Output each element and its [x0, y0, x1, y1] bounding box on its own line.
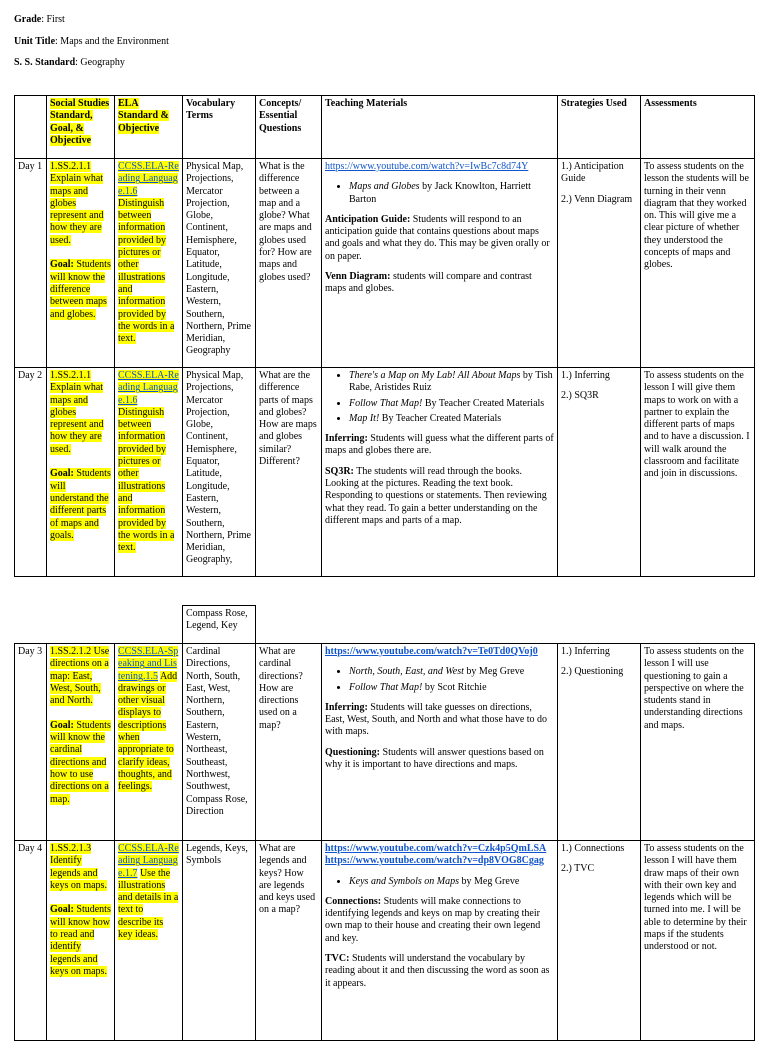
- ss-standard-cell: 1.SS.2.1.1 Explain what maps and globes represent and how they are used. Goal: Students will know the difference between maps and globes.: [47, 159, 115, 368]
- strategy-description: SQ3R: The students will read through the books. Looking at the pictures. Reading the text book. Responding to questions or statements. Then reviewing what they read. To gain a better understanding on the different maps and parts of a map.: [325, 465, 547, 526]
- video-link[interactable]: https://www.youtube.com/watch?v=IwBc7c8d74Y: [325, 161, 529, 172]
- teaching-materials-cell: [322, 368, 558, 577]
- video-link[interactable]: https://www.youtube.com/watch?v=dp8VOG8Cgag: [325, 855, 544, 867]
- strategy-description: TVC: Students will understand the vocabulary by reading about it and then discussing the word as soon as it appears.: [325, 953, 550, 989]
- strategy-description: Inferring: Students will take guesses on directions, East, West, South, and North and what those have to do with maps.: [325, 701, 548, 738]
- ela-standard-cell: CCSS.ELA-Reading Language.1.6 Distinguish between information provided by pictures or other illustrations and information provided by the words in a text.: [115, 368, 183, 577]
- strategies-cell: 1.) Connections 2.) TVC: [558, 841, 641, 1041]
- col-header-assessments: Assessments: [641, 96, 755, 159]
- concepts-cell: What are legends and keys? How are legends and keys used on a map?: [256, 841, 322, 1041]
- strategy-description: Inferring: Students will guess what the different parts of maps and globes there are.: [325, 433, 554, 457]
- book-item: • Follow That Map! By Teacher Created Materials: [349, 398, 554, 410]
- day-label: Day 1: [15, 159, 47, 368]
- col-header-ela-standard: ELA Standard & Objective: [115, 96, 183, 159]
- ela-standard-cell: CCSS.ELA-Reading Language.1.6 Distinguish between information provided by pictures or other illustrations and information provided by the words in a text.: [115, 159, 183, 368]
- standard-line: S. S. Standard: Geography: [14, 57, 125, 68]
- teaching-materials-cell: [322, 159, 558, 368]
- ela-standard-link[interactable]: CCSS.ELA-Reading Language.1.7: [118, 843, 179, 879]
- strategy-description: Connections: Students will make connections to identifying legends and keys on map by creating their own map to their house and creating their own legend and key.: [325, 895, 541, 944]
- continuation-row: [15, 606, 755, 644]
- col-header-day: [15, 96, 47, 159]
- day-label: Day 3: [15, 644, 47, 841]
- lesson-plan-table-1: [14, 95, 755, 577]
- day-4-row: [15, 841, 755, 1041]
- book-item: • Map It! By Teacher Created Materials: [349, 413, 554, 425]
- lesson-plan-table-2: [14, 605, 755, 1041]
- strategies-cell: 1.) Inferring 2.) SQ3R: [558, 368, 641, 577]
- assessment-cell: To assess students on the lesson I will give them maps to work on with a partner to explain the different parts of maps and to have a discussion. I will walk around the classroom and facilitate and join in discussions.: [641, 368, 755, 577]
- ss-standard-cell: 1.SS.2.1.2 Use directions on a map: East, West, South, and North. Goal: Students will know the cardinal directions and how to use directions on a map.: [47, 644, 115, 841]
- day-label: Day 2: [15, 368, 47, 577]
- strategies-cell: 1.) Inferring 2.) Questioning: [558, 644, 641, 841]
- day-2-row: [15, 368, 755, 577]
- strategy-description: Anticipation Guide: Students will respond to an anticipation guide that contains questions about maps and goals and what they do. This may be given orally or on paper.: [325, 213, 550, 262]
- vocabulary-cell: Compass Rose, Legend, Key: [183, 606, 256, 644]
- ela-standard-cell: CCSS.ELA-Reading Language.1.7 Use the illustrations and details in a text to describe its key ideas.: [115, 841, 183, 1041]
- book-item: • Keys and Symbols on Maps by Meg Greve: [349, 876, 554, 888]
- teaching-materials-cell: [322, 644, 558, 841]
- ela-standard-link[interactable]: CCSS.ELA-Reading Language.1.6: [118, 370, 179, 406]
- book-item: • Follow That Map! by Scot Ritchie: [349, 682, 554, 694]
- vocabulary-cell: Cardinal Directions, North, South, East, West, Northern, Southern, Eastern, Western, Northeast, Southeast, Northwest, Southwest, Compass Rose, Direction: [183, 644, 256, 841]
- concepts-cell: What is the difference between a map and a globe? What are maps and globes used for? How are maps and globes used?: [256, 159, 322, 368]
- unit-title-line: Unit Title: Maps and the Environment: [14, 36, 169, 47]
- concepts-cell: What are cardinal directions? How are directions used on a map?: [256, 644, 322, 841]
- col-header-teaching-materials: Teaching Materials: [322, 96, 558, 159]
- ela-standard-link[interactable]: CCSS.ELA-Speaking and Listening.1.5: [118, 646, 179, 682]
- day-3-row: [15, 644, 755, 841]
- assessment-cell: To assess students on the lesson I will use questioning to gain a perspective on where the students stand in understanding directions and maps.: [641, 644, 755, 841]
- ss-standard-cell: 1.SS.2.1.3 Identify legends and keys on maps. Goal: Students will know how to read and identify legends and keys on maps.: [47, 841, 115, 1041]
- assessment-cell: To assess students on the lesson I will have them draw maps of their own with their own key and legends which will be turned into me. I will be able to determine by their maps if the students understood or not.: [641, 841, 755, 1041]
- grade-line: Grade: First: [14, 14, 65, 25]
- ela-standard-link[interactable]: CCSS.ELA-Reading Language.1.6: [118, 161, 179, 197]
- vocabulary-cell: Physical Map, Projections, Mercator Projection, Globe, Continent, Hemisphere, Equator, Latitude, Longitude, Eastern, Western, Southern, Northern, Prime Meridian, Geography: [183, 159, 256, 368]
- video-link[interactable]: https://www.youtube.com/watch?v=Te0Td0QVoj0: [325, 646, 538, 657]
- vocabulary-cell: Physical Map, Projections, Mercator Projection, Globe, Continent, Hemisphere, Equator, Latitude, Longitude, Eastern, Western, Southern, Northern, Prime Meridian, Geography,: [183, 368, 256, 577]
- col-header-ss-standard: Social Studies Standard, Goal, & Objective: [47, 96, 115, 159]
- video-link[interactable]: https://www.youtube.com/watch?v=Czk4p5QmLSA: [325, 843, 547, 854]
- col-header-vocabulary: Vocabulary Terms: [183, 96, 256, 159]
- assessment-cell: To assess students on the lesson the students will be turning in their venn diagram that they worked on. This will give me a clear picture of whether they understood the concepts of maps and globes.: [641, 159, 755, 368]
- book-item: • North, South, East, and West by Meg Greve: [349, 666, 554, 678]
- strategy-description: Venn Diagram: students will compare and contrast maps and globes.: [325, 271, 532, 295]
- book-item: • There's a Map on My Lab! All About Maps by Tish Rabe, Aristides Ruiz: [349, 370, 554, 395]
- col-header-strategies: Strategies Used: [558, 96, 641, 159]
- day-1-row: [15, 159, 755, 368]
- strategies-cell: 1.) Anticipation Guide 2.) Venn Diagram: [558, 159, 641, 368]
- book-item: • Maps and Globes by Jack Knowlton, Harriett Barton: [349, 181, 554, 206]
- ela-standard-cell: CCSS.ELA-Speaking and Listening.1.5 Add drawings or other visual displays to descriptions when appropriate to clarify ideas, thoughts, and feelings.: [115, 644, 183, 841]
- day-label: Day 4: [15, 841, 47, 1041]
- col-header-concepts: Concepts/ Essential Questions: [256, 96, 322, 159]
- header-row: [15, 96, 755, 159]
- strategy-description: Questioning: Students will answer questions based on why it is important to have directions and maps.: [325, 746, 544, 771]
- vocabulary-cell: Legends, Keys, Symbols: [183, 841, 256, 1041]
- ss-standard-cell: 1.SS.2.1.1 Explain what maps and globes represent and how they are used. Goal: Students will understand the different parts of maps and goals.: [47, 368, 115, 577]
- teaching-materials-cell: [322, 841, 558, 1041]
- concepts-cell: What are the difference parts of maps and globes? How are maps and globes similar? Different?: [256, 368, 322, 577]
